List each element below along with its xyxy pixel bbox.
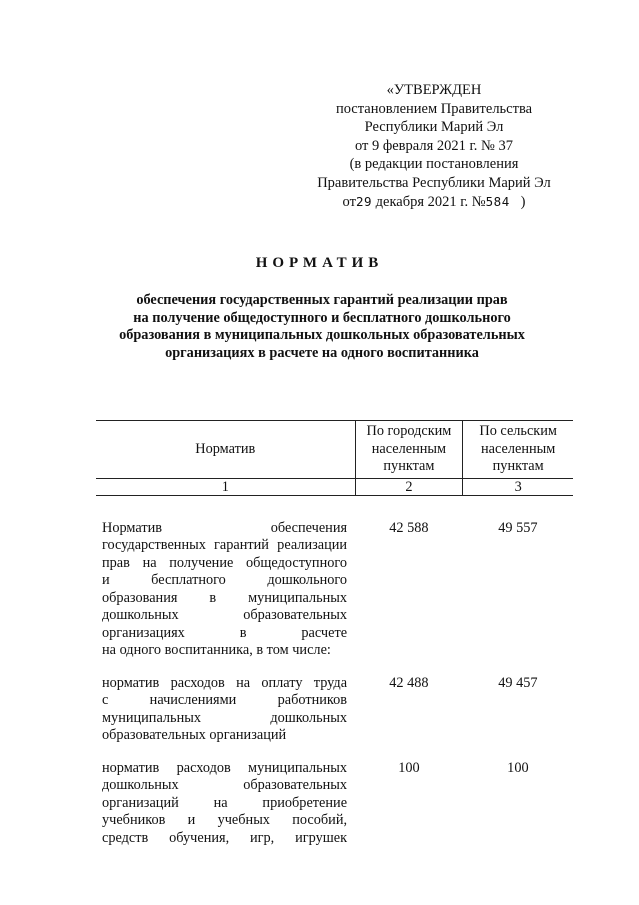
table-row bbox=[96, 745, 573, 848]
row-name-line: образования в муниципальных bbox=[102, 589, 348, 606]
approval-line: «УТВЕРЖДЕН bbox=[386, 82, 482, 98]
row-name-line: муниципальных дошкольных bbox=[102, 709, 348, 726]
table-row bbox=[96, 660, 573, 745]
document-title: НОРМАТИВ bbox=[255, 255, 384, 271]
rural-value: 49 457 bbox=[498, 674, 538, 691]
subtitle-line: обеспечения государственных гарантий реализации прав bbox=[136, 292, 508, 308]
row-name bbox=[96, 660, 355, 745]
header-norm: Норматив bbox=[96, 421, 355, 479]
row-name-line: и бесплатного дошкольного bbox=[102, 572, 348, 588]
column-number: 3 bbox=[463, 478, 573, 495]
amendment-number: 584 bbox=[485, 193, 510, 209]
row-name-line: норматив расходов на оплату труда bbox=[102, 674, 348, 691]
header-rural bbox=[463, 421, 573, 479]
header-urban-line: По городским bbox=[366, 423, 452, 439]
rural-value: 49 557 bbox=[498, 519, 538, 536]
row-name-line: прав на получение общедоступного bbox=[102, 554, 348, 571]
approval-amendment-line bbox=[300, 193, 568, 212]
urban-value: 100 bbox=[398, 759, 420, 776]
column-numbering-row bbox=[96, 478, 573, 495]
approval-line: Республики Марий Эл bbox=[364, 119, 504, 136]
approval-line: постановлением Правительства bbox=[335, 100, 533, 117]
document-subtitle bbox=[110, 292, 534, 362]
table-row bbox=[96, 495, 573, 660]
approval-stamp bbox=[300, 81, 568, 211]
norms-table bbox=[96, 420, 573, 847]
row-name-line: образовательных организаций bbox=[102, 727, 287, 743]
row-name-line: организациях в расчете bbox=[102, 624, 348, 641]
header-rural-line: По сельским bbox=[479, 423, 557, 439]
approval-line: Правительства Республики Марий Эл bbox=[317, 174, 551, 191]
amendment-day: 29 bbox=[355, 193, 372, 209]
row-name-line: организаций на приобретение bbox=[102, 794, 348, 811]
amendment-middle: декабря 2021 г. № bbox=[372, 193, 486, 210]
header-rural-line: населенным bbox=[481, 440, 556, 457]
amendment-prefix: от bbox=[342, 193, 356, 210]
row-name-line: с начислениями работников bbox=[102, 692, 348, 708]
header-rural-line: пунктам bbox=[492, 458, 544, 474]
row-name-line: Норматив обеспечения bbox=[102, 519, 348, 536]
row-name-line: дошкольных образовательных bbox=[102, 607, 348, 623]
urban-value: 42 588 bbox=[389, 519, 429, 536]
row-name-line: государственных гарантий реализации bbox=[102, 537, 348, 553]
column-number: 2 bbox=[355, 478, 463, 495]
row-name bbox=[96, 495, 355, 660]
row-name-line: дошкольных образовательных bbox=[102, 777, 348, 793]
header-urban bbox=[355, 421, 463, 479]
table-header-row bbox=[96, 421, 573, 479]
subtitle-line: на получение общедоступного и бесплатного дошкольного bbox=[133, 309, 511, 326]
urban-value: 42 488 bbox=[389, 674, 429, 691]
row-name-line: средств обучения, игр, игрушек bbox=[102, 829, 348, 846]
row-name bbox=[96, 745, 355, 848]
header-urban-line: населенным bbox=[371, 440, 447, 457]
subtitle-line: организациях в расчете на одного воспитанника bbox=[165, 344, 479, 361]
approval-line: (в редакции постановления bbox=[349, 156, 519, 173]
row-name-line: норматив расходов муниципальных bbox=[102, 759, 348, 776]
subtitle-line: образования в муниципальных дошкольных образовательных bbox=[119, 327, 525, 343]
header-urban-line: пунктам bbox=[383, 458, 435, 474]
column-number: 1 bbox=[96, 478, 355, 495]
approval-line: от 9 февраля 2021 г. № 37 bbox=[354, 137, 514, 154]
rural-value: 100 bbox=[507, 759, 529, 776]
row-name-line: на одного воспитанника, в том числе: bbox=[102, 642, 331, 658]
row-name-line: учебников и учебных пособий, bbox=[102, 812, 348, 828]
amendment-suffix: ) bbox=[509, 193, 526, 210]
